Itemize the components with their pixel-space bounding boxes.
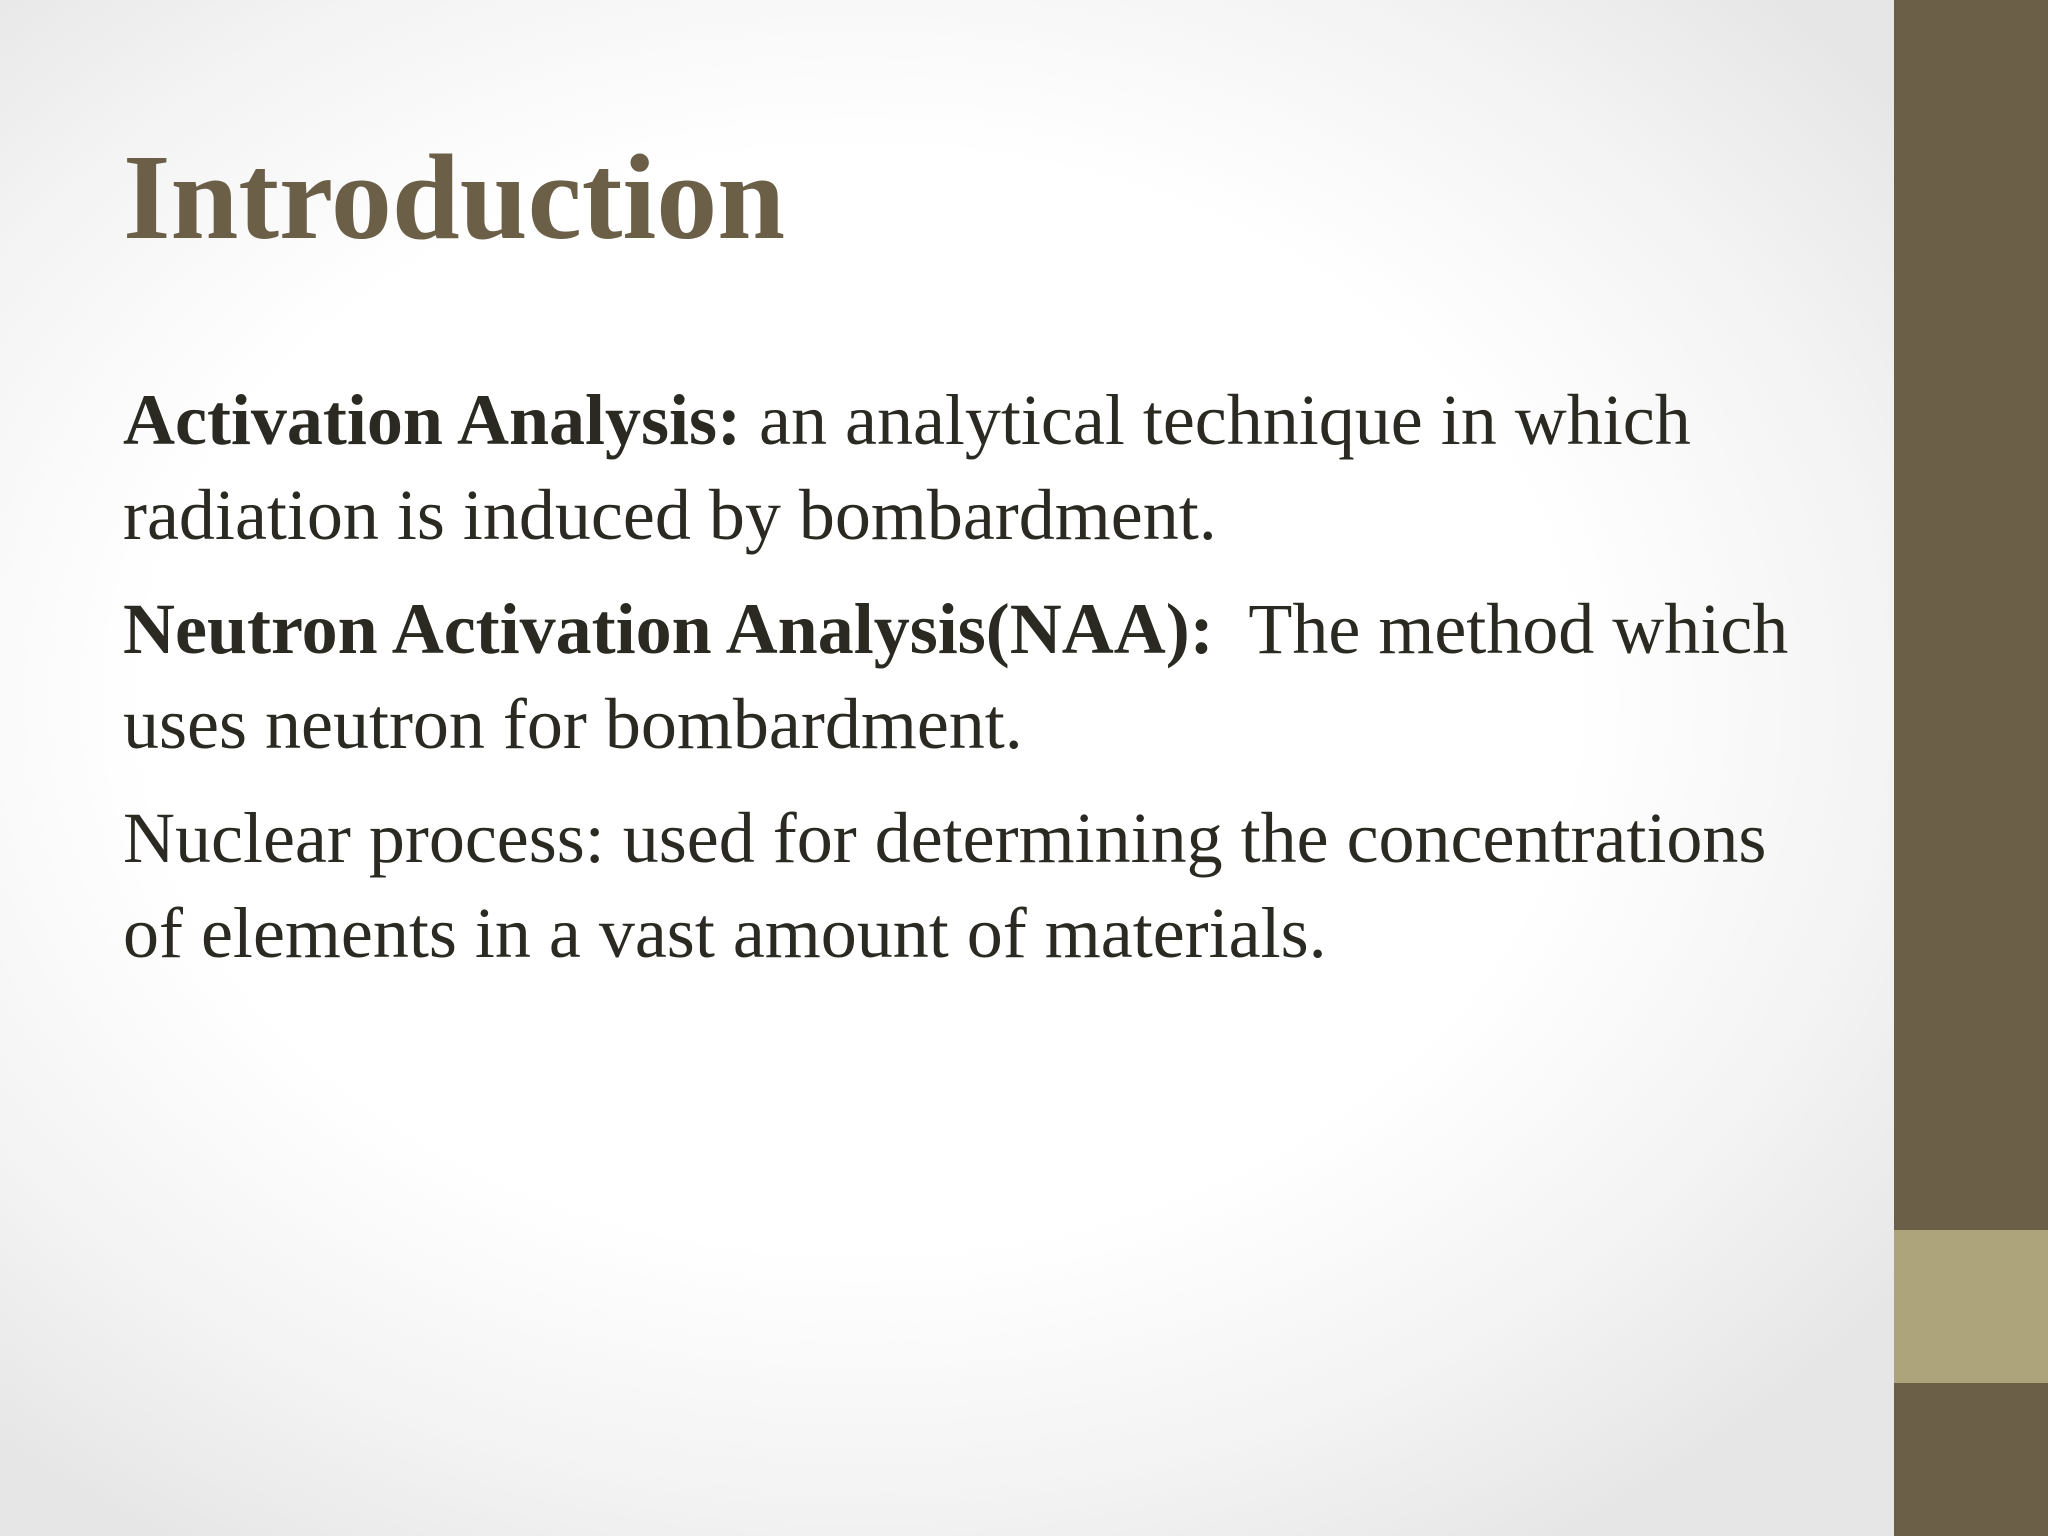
paragraph-text: Nuclear process: used for determining the concentrations of elements in a vast amount of materials. bbox=[123, 798, 1767, 973]
term-label: Activation Analysis: bbox=[123, 380, 742, 460]
term-label: Neutron Activation Analysis(NAA): bbox=[123, 589, 1214, 669]
slide-title: Introduction bbox=[123, 130, 786, 265]
definition-activation-analysis bbox=[123, 373, 1843, 563]
right-sidebar-accent-block bbox=[1894, 1230, 2048, 1383]
definition-neutron-activation-analysis bbox=[123, 582, 1843, 772]
definition-nuclear-process bbox=[123, 791, 1843, 981]
term-definition: an analytical technique in which radiation is induced by bombardment. bbox=[123, 380, 1691, 555]
term-definition: The method which uses neutron for bombardment. bbox=[123, 589, 1807, 764]
slide-body bbox=[123, 373, 1843, 1000]
